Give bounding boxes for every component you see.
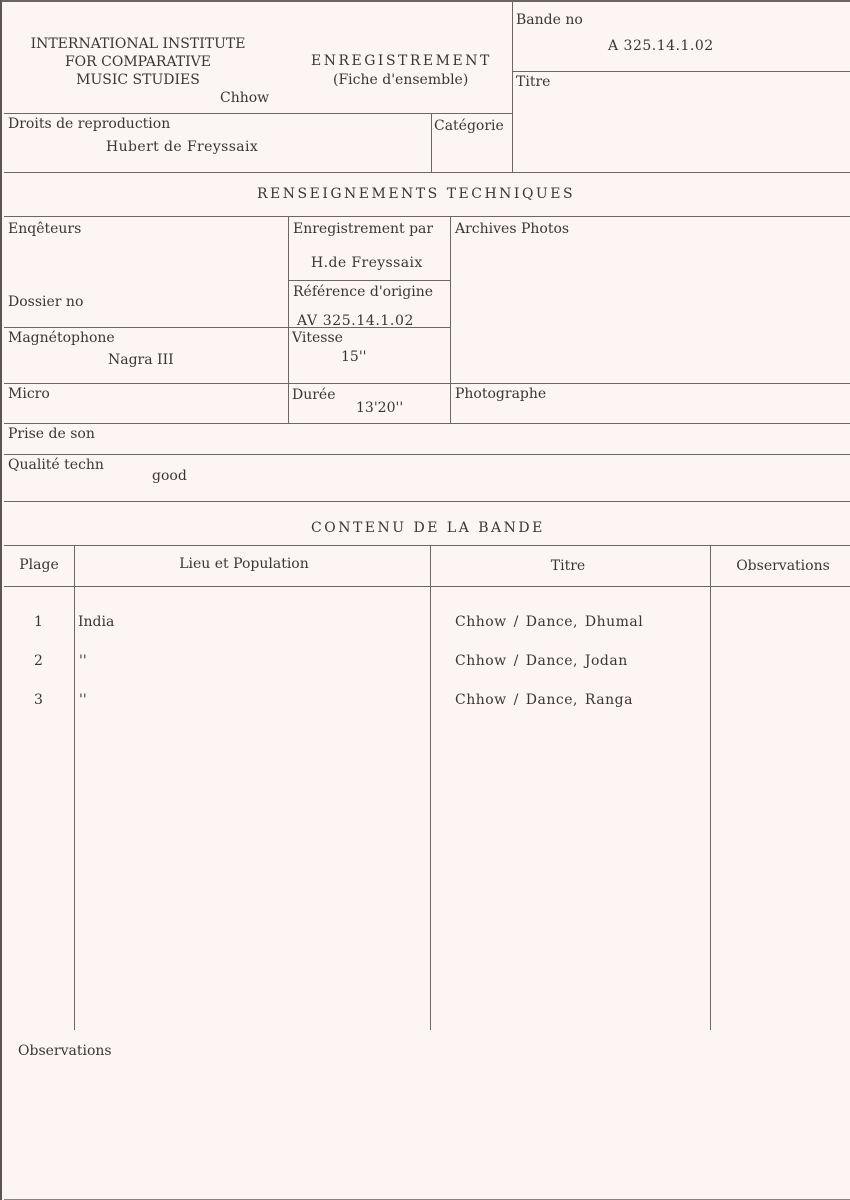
qualite-label: Qualité techn: [8, 457, 104, 473]
divider: [4, 216, 850, 217]
divider: [431, 113, 432, 172]
duree-label: Durée: [292, 387, 336, 403]
divider: [4, 454, 850, 455]
divider: [450, 216, 451, 423]
divider: [4, 172, 850, 173]
column-header-lieu: Lieu et Population: [179, 556, 309, 572]
divider: [288, 216, 289, 423]
reference-value: AV 325.14.1.02: [297, 313, 414, 329]
divider: [4, 113, 512, 114]
institute-line-3: MUSIC STUDIES: [76, 72, 200, 88]
divider: [4, 327, 450, 328]
magnetophone-label: Magnétophone: [8, 330, 115, 346]
divider: [288, 280, 450, 281]
droits-value: Hubert de Freyssaix: [106, 139, 259, 155]
divider: [4, 423, 850, 424]
divider: [710, 545, 711, 1030]
divider: [4, 383, 850, 384]
divider: [512, 2, 513, 172]
row-1-lieu: India: [78, 614, 115, 630]
divider: [74, 545, 75, 1030]
institute-line-1: INTERNATIONAL INSTITUTE: [30, 36, 246, 52]
enregistrement-par-value: H.de Freyssaix: [311, 255, 423, 271]
row-1-plage: 1: [34, 614, 43, 630]
reference-label: Référence d'origine: [293, 284, 434, 300]
bande-value: A 325.14.1.02: [608, 38, 714, 54]
row-3-plage: 3: [34, 692, 43, 708]
droits-label: Droits de reproduction: [8, 116, 171, 132]
photographe-label: Photographe: [455, 386, 547, 402]
duree-value: 13'20'': [356, 400, 404, 416]
archives-photos-label: Archives Photos: [455, 221, 570, 237]
column-header-plage: Plage: [19, 557, 59, 573]
technique-heading: RENSEIGNEMENTS TECHNIQUES: [257, 186, 576, 202]
institute-line-2: FOR COMPARATIVE: [64, 54, 212, 70]
divider: [430, 545, 431, 1030]
magnetophone-value: Nagra III: [108, 352, 174, 368]
column-header-titre: Titre: [550, 558, 586, 574]
vitesse-label: Vitesse: [292, 330, 343, 346]
prise-label: Prise de son: [8, 426, 95, 442]
dossier-label: Dossier no: [8, 294, 84, 310]
divider: [4, 501, 850, 502]
row-2-plage: 2: [34, 653, 43, 669]
contenu-heading: CONTENU DE LA BANDE: [311, 520, 545, 536]
form-subtitle: (Fiche d'ensemble): [333, 72, 469, 88]
row-1-titre: Chhow / Dance, Dhumal: [455, 614, 644, 630]
vitesse-value: 15'': [341, 349, 367, 365]
qualite-value: good: [152, 468, 187, 484]
subject-label: Chhow: [220, 90, 270, 106]
enregistrement-par-label: Enregistrement par: [293, 221, 434, 237]
row-3-titre: Chhow / Dance, Ranga: [455, 692, 633, 708]
row-2-titre: Chhow / Dance, Jodan: [455, 653, 628, 669]
form-title: ENREGISTREMENT: [311, 53, 492, 69]
row-2-lieu: '': [79, 653, 87, 669]
enqueteurs-label: Enqêteurs: [8, 221, 82, 237]
divider: [4, 545, 850, 546]
titre-label: Titre: [516, 74, 551, 90]
column-header-observations: Observations: [736, 558, 830, 574]
divider: [4, 586, 850, 587]
observations-label: Observations: [18, 1043, 112, 1059]
categorie-label: Catégorie: [434, 118, 504, 134]
bande-label: Bande no: [516, 12, 583, 28]
divider: [512, 71, 850, 72]
row-3-lieu: '': [79, 692, 87, 708]
micro-label: Micro: [8, 386, 50, 402]
